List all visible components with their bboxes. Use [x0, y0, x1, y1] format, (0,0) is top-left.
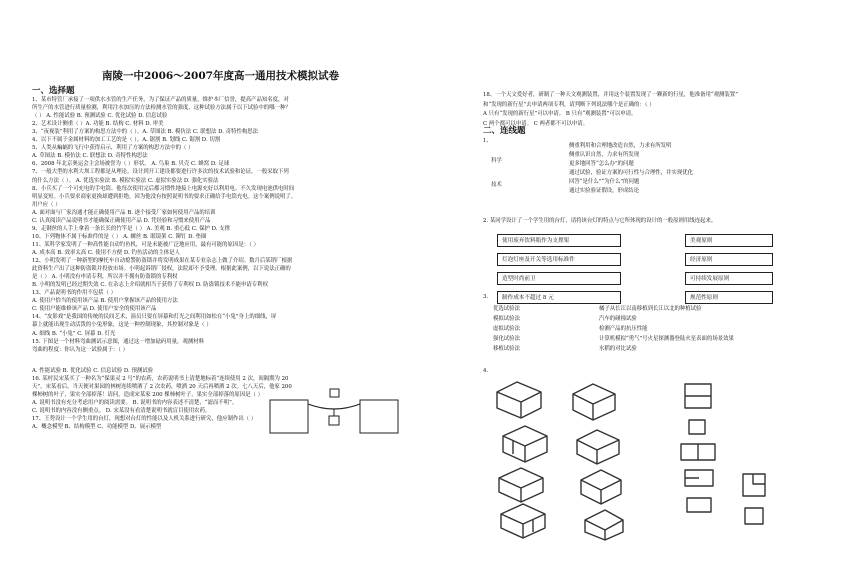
match-q3-method: 优选试验法 [493, 306, 520, 312]
question-line: B. 小明的发明已经过期失效 C. 在杂志上介绍就相当于获得了专利权 D. 防盗锁技术不能申请专利权 [32, 282, 268, 289]
question-line: 是（ ） A. 小明没有申请专利，所以并不拥有防盗锁的专利权 [32, 274, 178, 281]
question-line: A. 说明书没有充分考虑用户的阅读需要。 B. 说明书的内容表述不清楚，“滤而不明”。 [32, 399, 238, 406]
bending-test-diagram [268, 386, 402, 436]
question-line: 弯曲的程度：你认为这一试验属于：（ ） [32, 346, 129, 353]
question-line: 11、某科学家发明了一种高性能自动钓鱼机，可是未能被广泛地应用，最有可能的原因是：（ ） [32, 241, 259, 248]
match-q1-right-item: 通过试验，验证方案的可行性与合理性，并实现优化 [569, 170, 693, 176]
question-line: A. 成本高 B. 效率太高 C. 使用不方便 D. 钓鱼活动的主体是人 [32, 250, 180, 256]
question-line: A. 使用户恰当的使用该产品 B. 使用户掌握该产品的使用方法 [32, 298, 178, 305]
question-line: 用户应（ ） [32, 201, 61, 208]
match-q3-method: 虚拟试验法 [493, 326, 520, 332]
match-q1-number: 1、 [483, 138, 492, 144]
question-line: 16. 某村民宋某买了一种名为“保果灵 2 号”的农药，农药说明书上清楚地标着“连续使用 2 次，间隔期为 20 [32, 375, 289, 382]
match-q4-number: 4. [483, 368, 489, 374]
question-line: C. 使用户能维修该产品 D. 使用户安全的使用该产品 [32, 306, 157, 313]
question-line: 9、走钢丝的人手上拿着一条长长的竹竿是（ ） A. 美观 B. 重心低 C. 保护 D. 支撑 [32, 225, 230, 232]
match-q1-left-item: 技术 [491, 182, 502, 188]
question-line: A. 性能试验 B. 优化试验 C. 信息试验 D. 预测试验 [32, 367, 154, 374]
match-q1-right-item: 侧重认识自然，力求有所发现 [569, 152, 640, 158]
three-view-drawings [489, 374, 789, 544]
match-q3-method: 强化试验法 [493, 336, 520, 342]
question-line: A 只有“发现的新行星”可以申请。 B 只有“观测装置”可以申请。 [483, 111, 637, 117]
match-q1-right-item: 更多地回答“怎么办”的问题 [569, 161, 634, 167]
question-line: 棵柿树的叶子，果实全部掉落！请问，造成宋某家 200 棵柿树叶子，果实全部掉落的原因是（ ） [32, 391, 264, 398]
question-line: 2、艺术设计侧重（ ）A. 功能 B. 结构 C. 材料 D. 审美 [32, 121, 164, 128]
question-line: 明显变短。小兵要求商家更换却遭到拒绝，因为他没有按照说明书的要求正确给手电筒充电。这个案例说明了。 [32, 193, 297, 200]
match-q3-method: 移植试验法 [493, 346, 520, 352]
match-q3-case: 检测产品的抗压性能 [599, 326, 648, 332]
match-q1-right-item: 侧重利用和合理地改造自然，力求有所发明 [569, 143, 672, 149]
question-line: 12、小明发明了一种新型的摩托车自动熄警防盗锁并将发明成果在某专业杂志上做了介绍。数月后某销厂根据 [32, 258, 293, 264]
question-line: 14、“皮影戏”是我国的传统的民间艺术，演员只要在屏幕和灯光之间利用如松在“小兔”身上的细线，屏 [32, 314, 277, 321]
question-line: 17、王势设计一个学生用的台灯，现想对台灯的性能以及人机关系进行研究，他应制作出（ ） [32, 416, 257, 422]
question-line: 18、一个天文爱好者，研制了一种天文观测装置，并用这个装置发现了一颗新的行星，他准备用“观测装置” [483, 92, 738, 98]
section-matching-heading: 二、连线题 [483, 126, 526, 136]
question-line: A、概念模型 B、结构模型 C、功能模型 D、展示模型 [32, 424, 162, 430]
question-line: 1、某市特管厂承接了一项供水水管的生产任务，为了保证产品的质量，维护本厂信誉，提高产品知名度，对 [32, 97, 289, 103]
question-line: C. 认真阅读产品说明书才能确保正确使用产品 D. 凭经验和习惯来使用产品 [32, 217, 211, 224]
match-q2-prompt: 2. 某同学设计了一个学生用的台灯，请将该台灯的特点与它所体现的设计的一般原则用线连起来。 [483, 218, 717, 224]
match-q2-feature-box: 使用废弃饮料瓶作为支撑架 [497, 234, 621, 247]
match-q3-case: 橘子从长江以南移植到长江以北的种植试验 [599, 306, 702, 312]
question-line: 10、下列物体不属于标准件的是（ ） A. 螺丝 B. 眼镜架 C. 铆钉 D. 垫圈 [32, 233, 207, 240]
question-line: A. 面对面与厂家沟通才能正确使用产品 B. 逐个接受厂家如何使用产品的培训 [32, 209, 216, 216]
question-line: A. 草图法 B. 模仿法 C. 联想法 D. 奇特性构思法 [32, 153, 148, 160]
match-q2-feature-box: 造型时尚前卫 [497, 272, 621, 285]
question-line: 6、2008 年北京奥运会主会场被誉为（ ）形状。 A. 鸟巢 B. 贝壳 C. 蜂窝 D. 足球 [32, 161, 230, 168]
page-title: 南陵一中2006～2007年度高一通用技术模拟试卷 [102, 70, 339, 82]
section-choice-heading: 一、选择题 [32, 86, 75, 96]
match-q3-case: 汽车的碰撞试验 [599, 316, 637, 322]
question-line: 的什么方法（ ）。 A. 优选实验法 B. 模拟实验法 C. 虚拟实验法 D. 强化实验法 [32, 177, 219, 184]
match-q1-right-item: 回答“是什么”“为什么”的问题 [569, 179, 640, 185]
question-line: 8、小兵买了一个可充电的手电筒。他每次使用完后都习惯性地接上电源充好以利用电。不久发现电池供电时间 [32, 185, 295, 192]
match-q2-principle-box: 经济原则 [685, 253, 773, 266]
match-q2-principle-box: 可持续发展原则 [685, 272, 773, 285]
match-q2-principle-box: 美观原则 [685, 234, 773, 247]
question-line: 和“发现的新行星”去申请两项专利，请判断下列说法哪个是正确的：（ ） [483, 101, 655, 108]
question-line: 天”，宋某看后，当天便对果园的林树连续喷洒了 2 次农药，喷洒 20 天后再喷洒 2 次。七八天后，他家 200 [32, 383, 292, 390]
question-line: 此资料生产出了这种防盗锁并投放市场。小明起诉销厂侵权，法院却不予受理。根据此案例，以下说法正确的 [32, 266, 291, 273]
match-q3-case: 计算机模拟“勇气”号火星探测器登陆火星表面的场景效果 [599, 336, 734, 342]
match-q2-feature-box: 灯泡灯座及开关等选用标准件 [497, 253, 621, 266]
question-line: 4、以下不属于金属材料的加工工艺的是（ ）。A. 锯割 B. 划线 C. 锯割 D. 切割 [32, 137, 221, 144]
match-q3-number: 3. [483, 294, 489, 300]
match-q2-principle-box: 规范性原则 [685, 291, 773, 304]
question-line: 15. 下图是一个材料弯曲测试示意图，通过这一增加砝码用量，观测材料 [32, 338, 205, 345]
question-line: A. 细线 B. “小兔” C. 屏幕 D. 灯光 [32, 330, 116, 337]
match-q3-method: 模拟试验法 [493, 316, 520, 322]
question-line: 13、产品说明书的作用不包括（ ） [32, 290, 117, 297]
question-line: （ ） A. 性能试验 B. 预测试验 C. 优化试验 D. 信息试验 [32, 113, 168, 120]
question-line: 所生产的水管进行质量检测，利用注水加压的方法检测水管的强度，这种试验方法属于以下试验中的哪一种？ [32, 105, 291, 111]
question-line: 7、一般大型的水利大坝工程都是从理论，设计到开工建设都要进行许多次的技术试验和论证，一般采取下列 [32, 169, 289, 176]
match-q3-case: 水稻的对比试验 [599, 346, 637, 352]
question-line: 5、人类从蝙蝠的飞行中获得启示，利用了方案的构思方法中的（ ） [32, 145, 194, 152]
match-q1-left-item: 科学 [491, 158, 502, 164]
question-line: 幕上就能出现生动活泼的小兔形象，这是一种控制现象，其控制对象是（ ） [32, 322, 212, 329]
question-line: C 两个都可以申请。 C 两者都不可以申请。 [483, 120, 589, 127]
match-q1-right-item: 通过实验验证假设，形成结论 [569, 188, 640, 194]
match-q2-feature-box: 制作成本不超过 8 元 [497, 291, 621, 304]
question-line: 3、“夜视装”利用了方案的构思方法中的（ ）。A. 草图法 B. 模仿法 C. 联想法 D. 奇特性构思法 [32, 129, 259, 136]
question-line: C. 说明书的内容没有侧重点。 D. 宋某没有看清楚说明书就盲目使用农药。 [32, 407, 211, 414]
